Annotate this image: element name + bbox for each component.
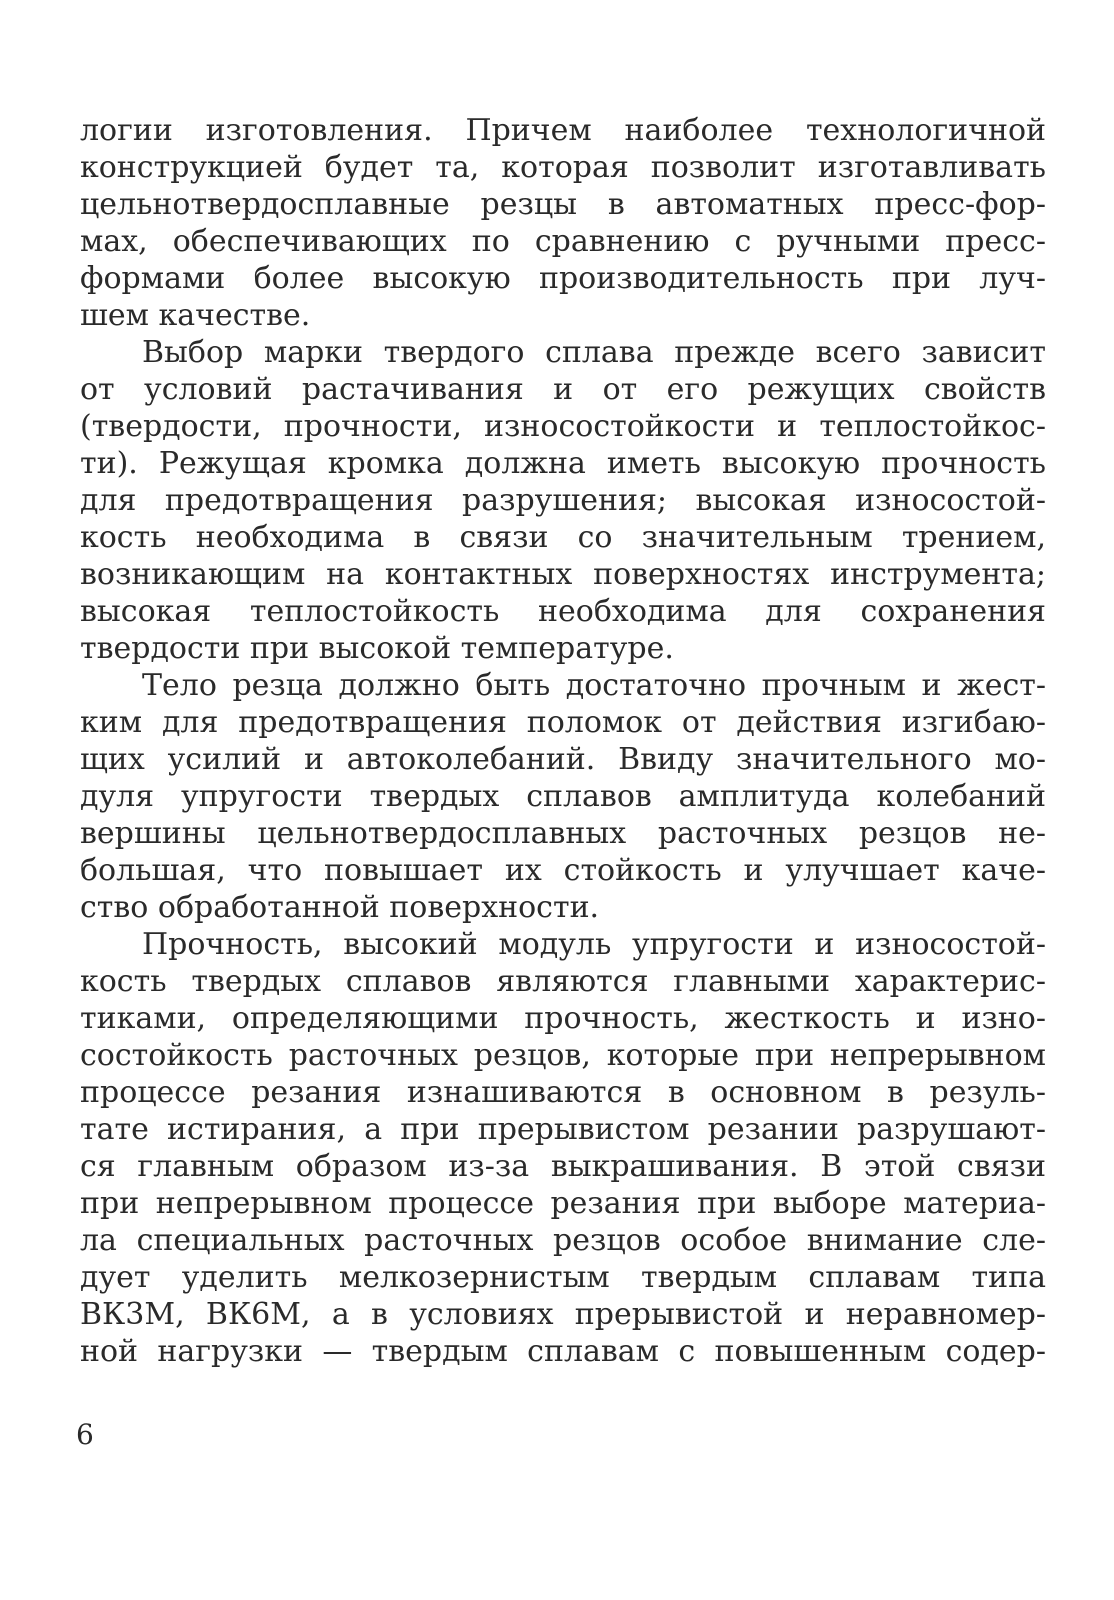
text-line: ство обработанной поверхности. (80, 890, 600, 925)
text-line: логии изготовления. Причем наиболее технологичной (80, 113, 1046, 148)
text-line: большая, что повышает их стойкость и улучшает каче- (80, 853, 1046, 888)
document-body (80, 112, 1046, 1370)
text-line: дует уделить мелкозернистым твердым сплавам типа (80, 1260, 1046, 1295)
text-line: кость твердых сплавов являются главными характерис- (80, 964, 1046, 999)
text-line: Выбор марки твердого сплава прежде всего зависит (142, 335, 1046, 370)
text-line: вершины цельнотвердосплавных расточных резцов не- (80, 816, 1046, 851)
text-line: шем качестве. (80, 298, 311, 333)
text-line: от условий растачивания и от его режущих свойств (80, 372, 1046, 407)
text-line: ти). Режущая кромка должна иметь высокую прочность (80, 446, 1046, 481)
paragraph-3 (80, 667, 1046, 926)
text-line: мах, обеспечивающих по сравнению с ручными пресс- (80, 224, 1046, 259)
text-line: тиками, определяющими прочность, жесткость и изно- (80, 1001, 1046, 1036)
text-line: ла специальных расточных резцов особое внимание сле- (80, 1223, 1046, 1258)
paragraph-1 (80, 112, 1046, 334)
text-line: процессе резания изнашиваются в основном в резуль- (80, 1075, 1046, 1110)
paragraph-4 (80, 926, 1046, 1370)
text-line: цельнотвердосплавные резцы в автоматных пресс-фор- (80, 187, 1046, 222)
text-line: высокая теплостойкость необходима для сохранения (80, 594, 1046, 629)
text-line: состойкость расточных резцов, которые при непрерывном (80, 1038, 1046, 1073)
text-line: формами более высокую производительность при луч- (80, 261, 1046, 296)
text-line: ким для предотвращения поломок от действия изгибаю- (80, 705, 1046, 740)
page-number: 6 (76, 1418, 94, 1451)
text-line: при непрерывном процессе резания при выборе материа- (80, 1186, 1046, 1221)
text-line: ВК3М, ВК6М, а в условиях прерывистой и неравномер- (80, 1297, 1046, 1332)
text-line: тате истирания, а при прерывистом резании разрушают- (80, 1112, 1046, 1147)
text-line: (твердости, прочности, износостойкости и теплостойкос- (80, 409, 1046, 444)
text-line: дуля упругости твердых сплавов амплитуда колебаний (80, 779, 1046, 814)
text-line: ной нагрузки — твердым сплавам с повышенным содер- (80, 1334, 1046, 1369)
text-line: ся главным образом из-за выкрашивания. В этой связи (80, 1149, 1046, 1184)
text-line: конструкцией будет та, которая позволит изготавливать (80, 150, 1046, 185)
text-line: возникающим на контактных поверхностях инструмента; (80, 557, 1046, 592)
text-line: твердости при высокой температуре. (80, 631, 674, 666)
text-line: кость необходима в связи со значительным трением, (80, 520, 1046, 555)
text-line: для предотвращения разрушения; высокая износостой- (80, 483, 1046, 518)
text-line: Тело резца должно быть достаточно прочным и жест- (142, 668, 1046, 703)
text-line: Прочность, высокий модуль упругости и износостой- (142, 927, 1046, 962)
paragraph-2 (80, 334, 1046, 667)
text-line: щих усилий и автоколебаний. Ввиду значительного мо- (80, 742, 1046, 777)
